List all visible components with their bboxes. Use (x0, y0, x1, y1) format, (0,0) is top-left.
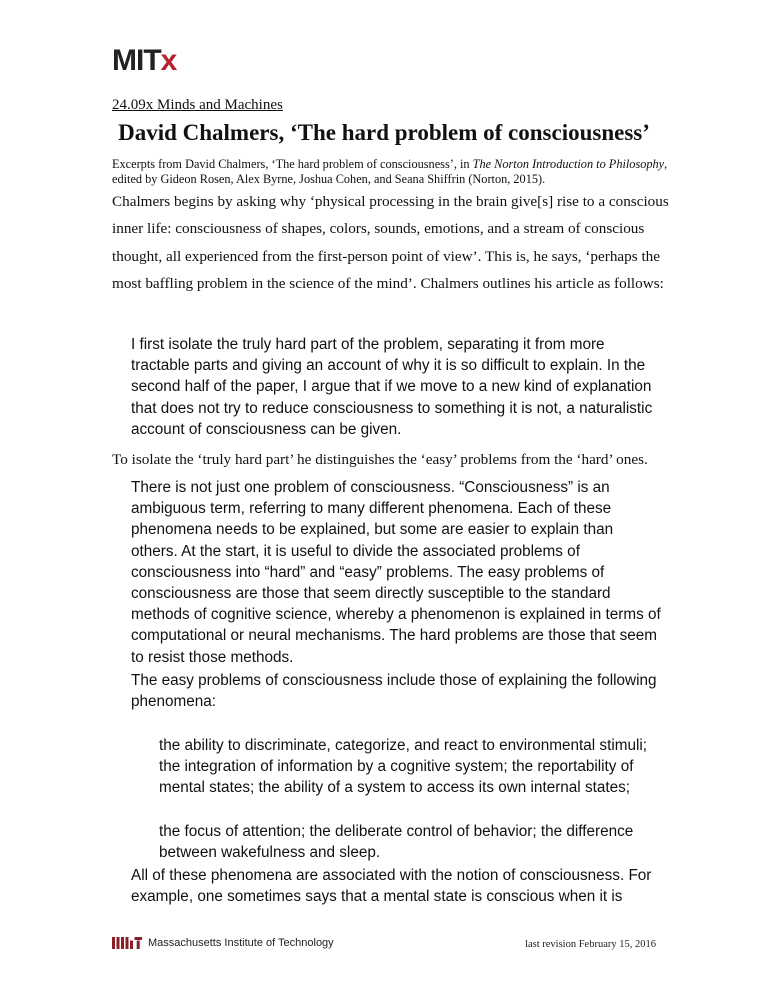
block-quote-2: There is not just one problem of consciousness. “Consciousness” is an ambiguous term, referring to many different phenomena. Each of these phenomena needs to be explained, but some are easier to explain than others. At the start, it is useful to divide the associated problems of consciousness into “hard” and “easy” problems. The easy problems of consciousness are those that seem directly susceptible to the standard methods of cognitive science, whereby a phenomenon is explained in terms of computational or neural mechanisms. The hard problems are those that seem to resist those methods. (131, 479, 661, 666)
bridge-paragraph: To isolate the ‘truly hard part’ he distinguishes the ‘easy’ problems from the ‘hard’ ones. (112, 451, 648, 468)
citation-book-title: The Norton Introduction to Philosophy (472, 157, 665, 171)
citation-suffix: , edited by Gideon Rosen, Alex Byrne, Joshua Cohen, and Seana Shiffrin (Norton, 2015). (112, 157, 668, 186)
block-quote-3: The easy problems of consciousness include those of explaining the following phenomena: (131, 672, 657, 711)
indented-quote-2: the focus of attention; the deliberate control of behavior; the difference between wakefulness and sleep. (159, 823, 634, 862)
logo-mit-text: MIT (112, 44, 161, 77)
footer-institution (112, 937, 334, 949)
indented-quote-1: the ability to discriminate, categorize, and react to environmental stimuli; the integration of information by a cognitive system; the reportability of mental states; the ability of a system to access its own internal states; (159, 737, 648, 797)
mit-logo-icon (112, 937, 142, 949)
block-quote-1: I first isolate the truly hard part of the problem, separating it from more tractable parts and giving an account of why it is so difficult to explain. In the second half of the paper, I argue that if we move to a new kind of explanation that does not try to reduce consciousness to something it is not, a naturalistic account of consciousness can be given. (131, 336, 653, 438)
mitx-logo (112, 44, 176, 78)
logo-x-text: x (160, 44, 177, 77)
block-quote-4: All of these phenomena are associated with the notion of consciousness. For example, one sometimes says that a mental state is conscious when it is (131, 867, 652, 906)
intro-paragraph: Chalmers begins by asking why ‘physical processing in the brain give[s] rise to a conscious inner life: consciousness of shapes, colors, sounds, emotions, and a stream of conscious thought, all experienced from the first-person point of view’. This is, he says, ‘perhaps the most baffling problem in the science of the mind’. Chalmers outlines his article as follows: (112, 193, 669, 292)
citation-prefix: Excerpts from David Chalmers, ‘The hard problem of consciousness’, in (112, 157, 473, 171)
page-title: David Chalmers, ‘The hard problem of consciousness’ (118, 120, 650, 145)
revision-date: last revision February 15, 2016 (525, 939, 656, 950)
course-link[interactable]: 24.09x Minds and Machines (112, 97, 283, 113)
institution-name: Massachusetts Institute of Technology (148, 937, 334, 949)
excerpt-citation (112, 157, 672, 187)
